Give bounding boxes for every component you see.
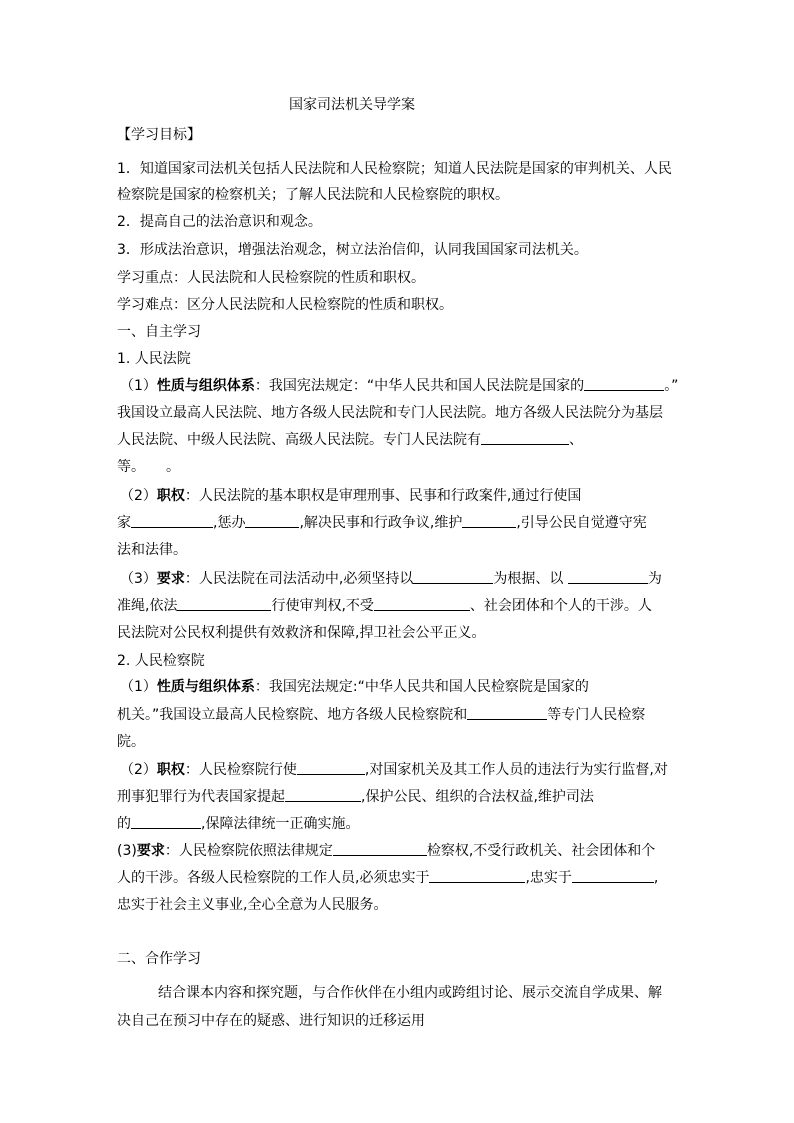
procuratorate-requirements-line-1: (3)要求：人民检察院依照法律规定 检察权,不受行政机关、社会团体和个 [117,843,656,859]
fill-blank[interactable] [462,513,516,528]
procuratorate-powers-line-3: 的 ,保障法律统一正确实施。 [117,816,360,832]
objective-1-line-2: 检察院是国家的检察机关；了解人民法院和人民检察院的职权。 [117,187,509,203]
fill-blank[interactable] [413,569,493,584]
fill-blank[interactable] [584,376,664,391]
cooperation-line-1: 结合课本内容和探究题，与合作伙伴在小组内或跨组讨论、展示交流自学成果、解 [158,985,662,1001]
difficulty: 学习难点：区分人民法院和人民检察院的性质和职权。 [117,297,453,313]
item-number: （2） [120,762,157,778]
item-number: （1） [120,378,157,394]
item-label: 职权 [156,488,185,504]
court-requirements-line-1: （3）要求：人民法院在司法活动中,必须坚持以 为根据、以 为 [120,571,662,587]
fill-blank[interactable] [429,868,525,883]
court-powers-line-3: 法和法律。 [117,542,187,558]
cooperation-line-2: 决自己在预习中存在的疑惑、进行知识的迁移运用 [117,1013,425,1029]
fill-blank[interactable] [297,760,365,775]
fill-blank[interactable] [481,430,569,445]
fill-blank[interactable] [374,596,470,611]
item-label: 职权 [156,762,185,778]
court-powers-line-1: （2）职权：人民法院的基本职权是审理刑事、民事和行政案件,通过行使国 [120,488,582,504]
court-nature-line-1: （1）性质与组织体系：我国宪法规定：“中华人民共和国人民法院是国家的 。” [120,378,679,394]
court-nature-line-3: 人民法院、中级人民法院、高级人民法院。专门人民法院有 、 [117,432,583,448]
procuratorate-powers-line-2: 刑事犯罪行为代表国家提起 ,保护公民、组织的合法权益,维护司法 [117,789,594,805]
court-nature-line-4: 等。 。 [117,459,180,475]
court-nature-line-2: 我国设立最高人民法院、地方各级人民法院和专门人民法院。地方各级人民法院分为基层 [117,405,663,421]
item-number: （3） [120,571,157,587]
procuratorate-nature-line-3: 院。 [117,734,145,750]
objective-1-line-1: 1．知道国家司法机关包括人民法院和人民检察院；知道人民法院是国家的审判机关、人民 [117,161,672,177]
procuratorate-nature-line-1: （1）性质与组织体系：我国宪法规定:“中华人民共和国人民检察院是国家的 [120,679,589,695]
fill-blank[interactable] [333,841,427,856]
procuratorate-requirements-line-3: 忠实于社会主义事业,全心全意为人民服务。 [117,897,388,913]
key-point: 学习重点：人民法院和人民检察院的性质和职权。 [117,270,425,286]
item-number: （1） [120,679,157,695]
item-label: 要求 [136,843,165,859]
court-heading: 1. 人民法院 [117,351,191,367]
court-requirements-line-3: 民法院对公民权利提供有效救济和保障,捍卫社会公平正义。 [117,625,486,641]
procuratorate-nature-line-2: 机关。”我国设立最高人民检察院、地方各级人民检察院和 等专门人民检察 [117,707,646,723]
procuratorate-heading: 2. 人民检察院 [117,653,205,669]
fill-blank[interactable] [131,814,201,829]
fill-blank[interactable] [131,513,213,528]
item-number: （2） [120,488,157,504]
item-label: 要求 [156,571,185,587]
section-1-heading: 一、自主学习 [117,324,201,340]
procuratorate-powers-line-1: （2）职权：人民检察院行使 ,对国家机关及其工作人员的违法行为实行监督,对 [120,762,668,778]
item-label: 性质与组织体系 [156,378,255,394]
procuratorate-requirements-line-2: 人的干涉。各级人民检察院的工作人员,必须忠实于 ,忠实于 , [117,870,659,886]
fill-blank[interactable] [568,569,648,584]
item-number: (3) [117,843,137,859]
objectives-heading: 【学习目标】 [117,127,201,143]
page-title: 国家司法机关导学案 [289,97,415,113]
court-requirements-line-2: 准绳,依法 行使审判权,不受 、社会团体和个人的干涉。人 [117,598,652,614]
fill-blank[interactable] [245,513,299,528]
fill-blank[interactable] [285,787,361,802]
fill-blank[interactable] [177,596,271,611]
court-powers-line-2: 家 ,惩办 ,解决民事和行政争议,维护 ,引导公民自觉遵守宪 [117,515,647,531]
objective-3: 3．形成法治意识，增强法治观念，树立法治信仰，认同我国国家司法机关。 [117,242,588,258]
fill-blank[interactable] [572,868,654,883]
objective-2: 2．提高自己的法治意识和观念。 [117,214,322,230]
section-2-heading: 二、合作学习 [117,951,201,967]
item-label: 性质与组织体系 [156,679,255,695]
fill-blank[interactable] [467,705,547,720]
